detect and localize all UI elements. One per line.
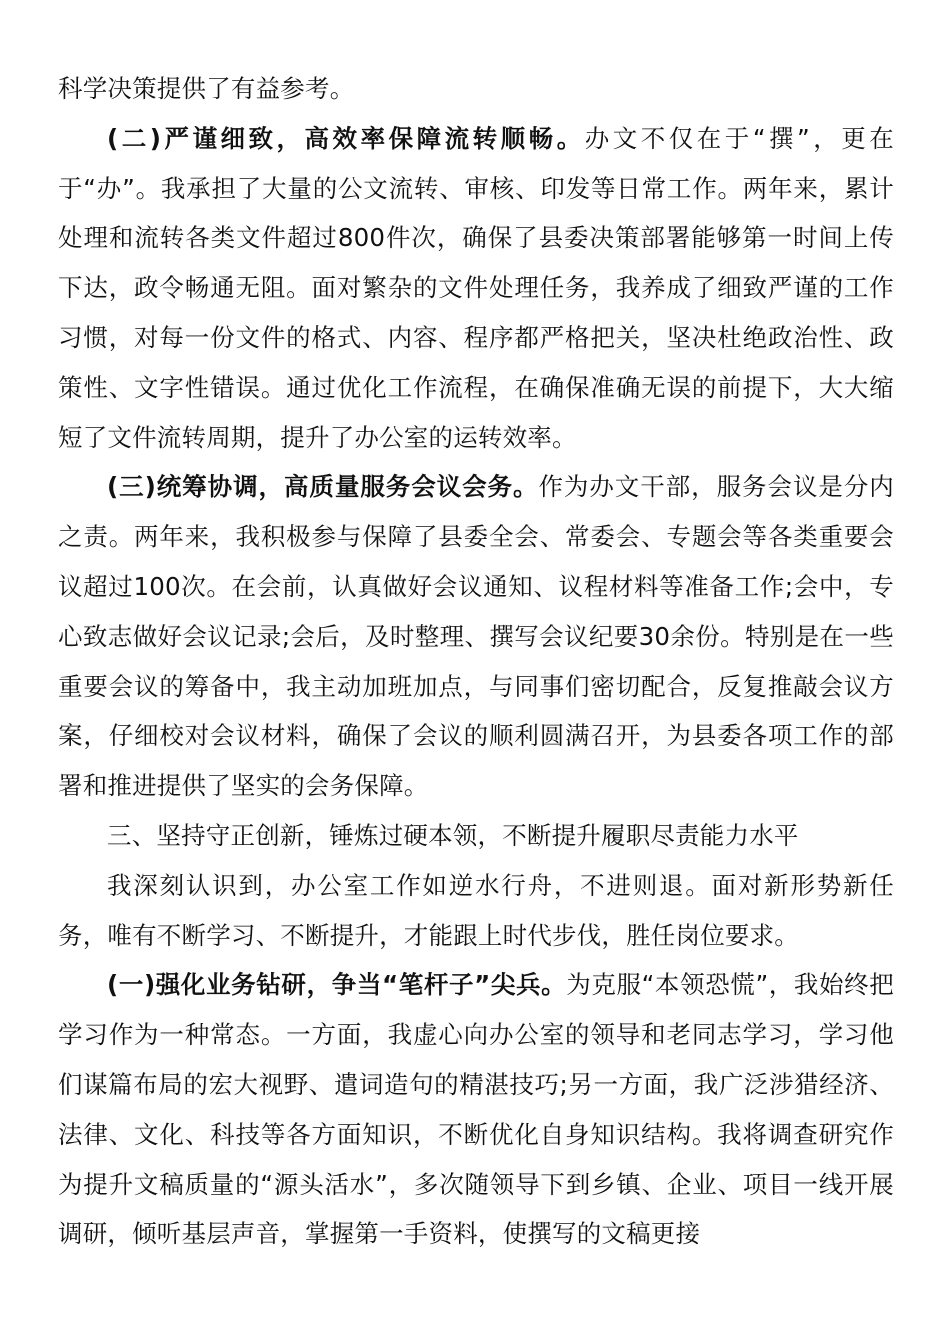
paragraph-5-text: 我深刻认识到，办公室工作如逆水行舟，不进则退。面对新形势新任务，唯有不断学习、不断提升，才能跟上时代步伐，胜任岗位要求。 — [58, 870, 894, 950]
paragraph-2 — [58, 114, 894, 463]
paragraph-1 — [58, 64, 894, 114]
paragraph-3 — [58, 462, 894, 811]
paragraph-1-text: 科学决策提供了有益参考。 — [58, 74, 355, 103]
section-heading-3 — [58, 811, 894, 861]
section-heading-3-text: 三、坚持守正创新，锤炼过硬本领，不断提升履职尽责能力水平 — [107, 820, 799, 850]
document-page — [58, 64, 894, 1259]
paragraph-6-text: 为克服“本领恐慌”，我始终把学习作为一种常态。一方面，我虚心向办公室的领导和老同志学习，学习他们谋篇布局的宏大视野、遣词造句的精湛技巧;另一方面，我广泛涉猎经济、法律、文化、科技等各方面知识，不断优化自身知识结构。我将调查研究作为提升文稿质量的“源头活水”，多次随领导下到乡镇、企业、项目一线开展调研，倾听基层声音，掌握第一手资料，使撰写的文稿更接 — [58, 970, 894, 1249]
paragraph-5 — [58, 861, 894, 961]
paragraph-3-heading: (三)统筹协调，高质量服务会议会务。 — [107, 472, 539, 502]
paragraph-6-heading: (一)强化业务钻研，争当“笔杆子”尖兵。 — [107, 970, 567, 1000]
paragraph-2-text: 办文不仅在于“撰”，更在于“办”。我承担了大量的公文流转、审核、印发等日常工作。两年来，累计处理和流转各类文件超过800件次，确保了县委决策部署能够第一时间上传下达，政令畅通无阻。面对繁杂的文件处理任务，我养成了细致严谨的工作习惯，对每一份文件的格式、内容、程序都严格把关，坚决杜绝政治性、政策性、文字性错误。通过优化工作流程，在确保准确无误的前提下，大大缩短了文件流转周期，提升了办公室的运转效率。 — [58, 123, 894, 452]
paragraph-3-text: 作为办文干部，服务会议是分内之责。两年来，我积极参与保障了县委全会、常委会、专题会等各类重要会议超过100次。在会前，认真做好会议通知、议程材料等准备工作;会中，专心致志做好会议记录;会后，及时整理、撰写会议纪要30余份。特别是在一些重要会议的筹备中，我主动加班加点，与同事们密切配合，反复推敲会议方案，仔细校对会议材料，确保了会议的顺利圆满召开，为县委各项工作的部署和推进提供了坚实的会务保障。 — [58, 472, 894, 801]
paragraph-2-heading: (二)严谨细致，高效率保障流转顺畅。 — [107, 123, 585, 153]
paragraph-6 — [58, 960, 894, 1259]
